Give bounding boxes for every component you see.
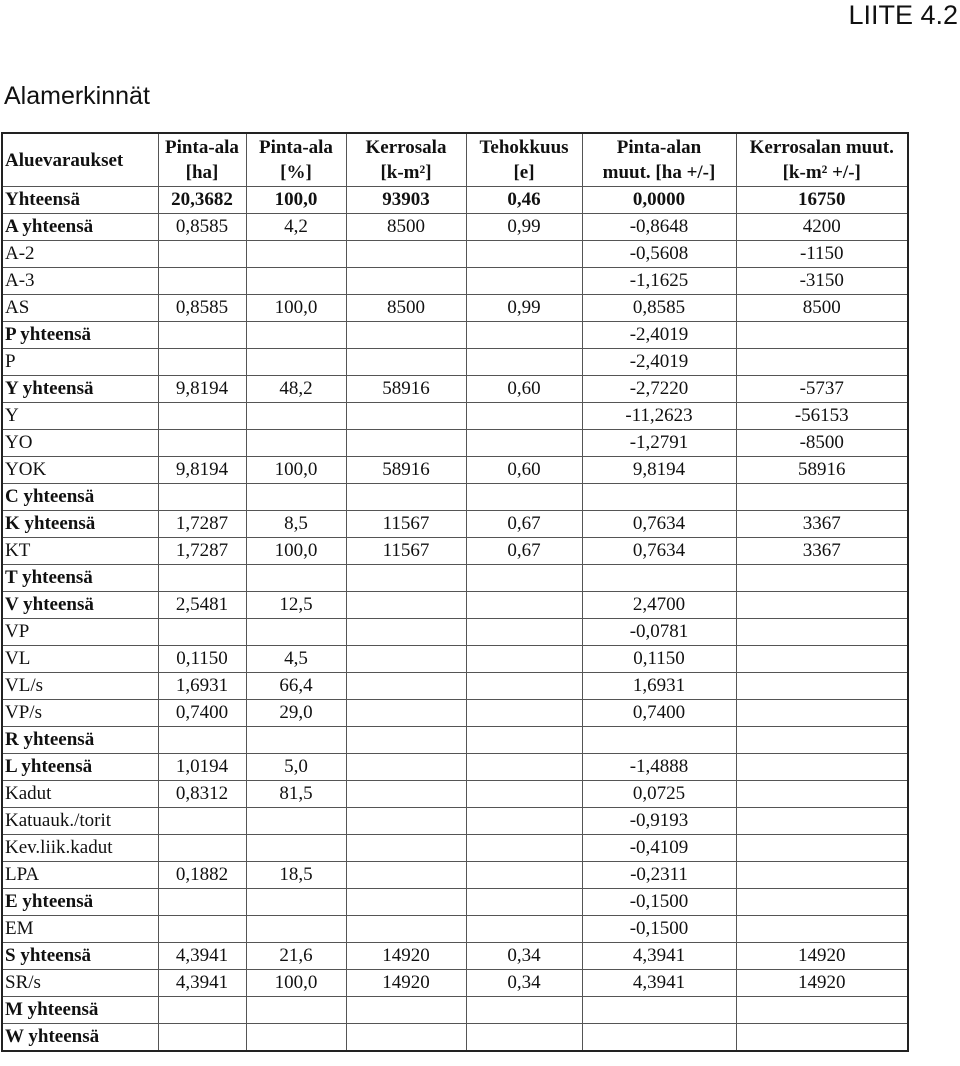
table-cell [736, 835, 908, 862]
appendix-label: LIITE 4.2 [848, 0, 958, 30]
table-cell [466, 889, 582, 916]
table-cell: 0,34 [466, 970, 582, 997]
table-cell [346, 727, 466, 754]
table-cell [346, 403, 466, 430]
table-cell: 0,0725 [582, 781, 736, 808]
table-cell: 1,7287 [158, 538, 246, 565]
table-cell: -0,9193 [582, 808, 736, 835]
table-cell [582, 1024, 736, 1052]
table-row [2, 214, 908, 241]
table-cell [466, 862, 582, 889]
row-label: M yhteensä [2, 997, 158, 1024]
column-header-line: Kerrosala [365, 137, 447, 158]
table-row [2, 241, 908, 268]
table-cell: 9,8194 [158, 376, 246, 403]
row-label: Kadut [2, 781, 158, 808]
table-row [2, 403, 908, 430]
table-cell: 100,0 [246, 970, 346, 997]
table-cell [466, 997, 582, 1024]
table-cell [246, 403, 346, 430]
table-cell: 0,99 [466, 295, 582, 322]
table-cell: 11567 [346, 511, 466, 538]
table-cell [736, 862, 908, 889]
table-cell: 0,67 [466, 538, 582, 565]
table-header [2, 133, 908, 187]
table-cell: 0,8585 [158, 295, 246, 322]
row-label: Kev.liik.kadut [2, 835, 158, 862]
table-cell [346, 808, 466, 835]
column-header [246, 133, 346, 187]
table-cell [246, 322, 346, 349]
table-cell: -0,8648 [582, 214, 736, 241]
table-row [2, 970, 908, 997]
column-header [346, 133, 466, 187]
table-cell [466, 646, 582, 673]
table-cell [466, 700, 582, 727]
column-header-line: Pinta-ala [259, 137, 333, 158]
table-cell [158, 241, 246, 268]
table-cell [466, 1024, 582, 1052]
table-cell [246, 268, 346, 295]
table-cell [346, 619, 466, 646]
table-cell [582, 484, 736, 511]
table-cell: -2,4019 [582, 349, 736, 376]
column-header [158, 133, 246, 187]
table-cell [158, 835, 246, 862]
table-cell [346, 781, 466, 808]
table-cell: 8500 [346, 214, 466, 241]
table-cell: -0,2311 [582, 862, 736, 889]
table-cell: 81,5 [246, 781, 346, 808]
table-cell [466, 727, 582, 754]
table-cell: 5,0 [246, 754, 346, 781]
table-row [2, 349, 908, 376]
table-cell: 0,8585 [158, 214, 246, 241]
table-cell [158, 349, 246, 376]
row-label: EM [2, 916, 158, 943]
table-cell: -0,4109 [582, 835, 736, 862]
table-row [2, 511, 908, 538]
table-cell [466, 268, 582, 295]
table-row [2, 700, 908, 727]
table-cell [246, 430, 346, 457]
table-row [2, 376, 908, 403]
table-cell [736, 484, 908, 511]
row-label: S yhteensä [2, 943, 158, 970]
table-cell [736, 727, 908, 754]
table-row [2, 1024, 908, 1052]
row-label: C yhteensä [2, 484, 158, 511]
table-cell [346, 646, 466, 673]
table-cell [246, 484, 346, 511]
table-cell [246, 997, 346, 1024]
table-cell [246, 1024, 346, 1052]
row-label: A-3 [2, 268, 158, 295]
table-cell: 21,6 [246, 943, 346, 970]
table-cell [466, 322, 582, 349]
table-cell: 12,5 [246, 592, 346, 619]
table-cell: -1,1625 [582, 268, 736, 295]
table-row [2, 187, 908, 214]
table-cell: 1,6931 [158, 673, 246, 700]
table-cell: -0,5608 [582, 241, 736, 268]
table-cell: 1,7287 [158, 511, 246, 538]
table-cell [346, 673, 466, 700]
table-cell [736, 646, 908, 673]
table-cell [736, 322, 908, 349]
table-cell [582, 727, 736, 754]
table-row [2, 808, 908, 835]
table-cell [346, 349, 466, 376]
table-row [2, 673, 908, 700]
table-cell [466, 403, 582, 430]
table-cell [346, 997, 466, 1024]
table-cell: 4,3941 [158, 943, 246, 970]
table-cell [466, 835, 582, 862]
table-cell: 100,0 [246, 457, 346, 484]
table-cell [466, 673, 582, 700]
table-row [2, 565, 908, 592]
table-row [2, 268, 908, 295]
table-cell [346, 916, 466, 943]
table-cell: 0,60 [466, 376, 582, 403]
table-cell: 58916 [346, 457, 466, 484]
table-row [2, 835, 908, 862]
table-cell: 93903 [346, 187, 466, 214]
column-header-line: [k-m² +/-] [782, 162, 861, 183]
table-cell [158, 484, 246, 511]
table-cell [466, 241, 582, 268]
table-cell [466, 619, 582, 646]
table-cell [158, 430, 246, 457]
table-cell: 0,8585 [582, 295, 736, 322]
column-header-line: Pinta-ala [165, 137, 239, 158]
table-cell [346, 1024, 466, 1052]
table-cell: -56153 [736, 403, 908, 430]
table-cell: 4,5 [246, 646, 346, 673]
table-cell [466, 565, 582, 592]
table-cell: 48,2 [246, 376, 346, 403]
table-cell [736, 916, 908, 943]
table-cell: -1150 [736, 241, 908, 268]
row-label: Y yhteensä [2, 376, 158, 403]
table-cell [158, 997, 246, 1024]
table-row [2, 943, 908, 970]
row-label: VP [2, 619, 158, 646]
table-cell: -2,4019 [582, 322, 736, 349]
table-cell: 100,0 [246, 187, 346, 214]
table-cell [736, 349, 908, 376]
table-cell [346, 241, 466, 268]
row-label: L yhteensä [2, 754, 158, 781]
table-cell: 58916 [736, 457, 908, 484]
table-cell [246, 565, 346, 592]
table-row [2, 295, 908, 322]
table-row [2, 646, 908, 673]
table-cell [346, 889, 466, 916]
table-cell: 16750 [736, 187, 908, 214]
table-cell: -1,4888 [582, 754, 736, 781]
table-cell: -11,2623 [582, 403, 736, 430]
table-cell [346, 484, 466, 511]
table-cell: 8,5 [246, 511, 346, 538]
table-cell: 0,1150 [158, 646, 246, 673]
table-row [2, 322, 908, 349]
header-row [2, 133, 908, 187]
table-cell: 4,3941 [582, 943, 736, 970]
table-cell [736, 619, 908, 646]
table-cell: 0,7400 [582, 700, 736, 727]
table-cell [466, 916, 582, 943]
row-label: YO [2, 430, 158, 457]
table-cell: -1,2791 [582, 430, 736, 457]
table-cell: 0,7400 [158, 700, 246, 727]
table-cell: -2,7220 [582, 376, 736, 403]
row-label: T yhteensä [2, 565, 158, 592]
table-cell: 14920 [736, 943, 908, 970]
table-cell [246, 916, 346, 943]
table-cell [346, 835, 466, 862]
table-cell [346, 700, 466, 727]
table-cell: 4200 [736, 214, 908, 241]
table-cell [158, 1024, 246, 1052]
table-row [2, 457, 908, 484]
row-label: LPA [2, 862, 158, 889]
table-cell: 18,5 [246, 862, 346, 889]
table-cell [736, 700, 908, 727]
column-header-line: [k-m²] [380, 162, 432, 183]
table-cell [158, 322, 246, 349]
table-cell: 100,0 [246, 538, 346, 565]
table-cell: 58916 [346, 376, 466, 403]
table-cell: 8500 [346, 295, 466, 322]
table-row [2, 997, 908, 1024]
table-cell: 14920 [346, 943, 466, 970]
table-cell [158, 403, 246, 430]
table-cell [246, 727, 346, 754]
row-label: Y [2, 403, 158, 430]
table-cell: -0,1500 [582, 916, 736, 943]
column-header-line: [ha] [185, 162, 219, 183]
row-label: V yhteensä [2, 592, 158, 619]
table-cell [346, 430, 466, 457]
table-cell [736, 592, 908, 619]
table-cell: 0,60 [466, 457, 582, 484]
row-label: SR/s [2, 970, 158, 997]
table-row [2, 538, 908, 565]
table-cell: 4,3941 [158, 970, 246, 997]
table-cell [466, 808, 582, 835]
table-cell [246, 808, 346, 835]
table-cell [346, 322, 466, 349]
row-label: A yhteensä [2, 214, 158, 241]
table-cell [736, 808, 908, 835]
table-cell [246, 349, 346, 376]
table-cell: 9,8194 [582, 457, 736, 484]
row-label: VL/s [2, 673, 158, 700]
table-cell: 3367 [736, 538, 908, 565]
table-cell: 0,8312 [158, 781, 246, 808]
table-cell [346, 592, 466, 619]
table-cell [736, 673, 908, 700]
table-cell: 100,0 [246, 295, 346, 322]
row-label: VL [2, 646, 158, 673]
table-cell [158, 889, 246, 916]
table-cell: 29,0 [246, 700, 346, 727]
row-label: Katuauk./torit [2, 808, 158, 835]
section-title: Alamerkinnät [4, 82, 150, 110]
table-cell: 0,99 [466, 214, 582, 241]
table-cell [346, 754, 466, 781]
table-cell: 1,6931 [582, 673, 736, 700]
row-label: A-2 [2, 241, 158, 268]
table-cell: 0,67 [466, 511, 582, 538]
table-row [2, 727, 908, 754]
column-header [466, 133, 582, 187]
table-cell [158, 808, 246, 835]
row-label: AS [2, 295, 158, 322]
table-cell: 20,3682 [158, 187, 246, 214]
table-cell: -5737 [736, 376, 908, 403]
table-cell: -8500 [736, 430, 908, 457]
table-cell: 9,8194 [158, 457, 246, 484]
column-header [2, 133, 158, 187]
table-cell: 4,2 [246, 214, 346, 241]
table-cell: 0,7634 [582, 511, 736, 538]
column-header-line: [%] [280, 162, 312, 183]
table-cell [466, 484, 582, 511]
table-cell [736, 1024, 908, 1052]
table-body [2, 187, 908, 1052]
table-cell: 2,5481 [158, 592, 246, 619]
table-row [2, 916, 908, 943]
column-header-line: Kerrosalan muut. [749, 137, 894, 158]
table-cell [582, 565, 736, 592]
row-label: VP/s [2, 700, 158, 727]
table-cell: 14920 [736, 970, 908, 997]
table-cell [346, 862, 466, 889]
table-cell [736, 781, 908, 808]
table-cell: 0,7634 [582, 538, 736, 565]
table-cell [246, 889, 346, 916]
table-cell [158, 727, 246, 754]
table-row [2, 754, 908, 781]
table-cell [158, 619, 246, 646]
table-row [2, 430, 908, 457]
table-cell: 0,34 [466, 943, 582, 970]
column-header [582, 133, 736, 187]
row-label: K yhteensä [2, 511, 158, 538]
table-cell [246, 835, 346, 862]
table-cell [158, 565, 246, 592]
table-cell [158, 268, 246, 295]
table-cell [346, 268, 466, 295]
table-cell: -3150 [736, 268, 908, 295]
row-label: YOK [2, 457, 158, 484]
table-cell [246, 619, 346, 646]
table-cell [736, 565, 908, 592]
table-cell [466, 781, 582, 808]
table-row [2, 619, 908, 646]
table-cell: 0,1882 [158, 862, 246, 889]
table-cell: -0,0781 [582, 619, 736, 646]
table-cell [158, 916, 246, 943]
table-cell: 0,46 [466, 187, 582, 214]
table-cell [246, 241, 346, 268]
table-cell [466, 592, 582, 619]
table-cell [466, 430, 582, 457]
row-label: KT [2, 538, 158, 565]
table-cell: 11567 [346, 538, 466, 565]
table-cell: 4,3941 [582, 970, 736, 997]
row-label: R yhteensä [2, 727, 158, 754]
table-cell [466, 349, 582, 376]
row-label: W yhteensä [2, 1024, 158, 1052]
table-cell [736, 997, 908, 1024]
table-row [2, 862, 908, 889]
table-cell: 0,1150 [582, 646, 736, 673]
row-label: P yhteensä [2, 322, 158, 349]
table-cell: 2,4700 [582, 592, 736, 619]
column-header [736, 133, 908, 187]
row-label: P [2, 349, 158, 376]
column-header-line: Aluevaraukset [5, 149, 124, 171]
table-cell: 3367 [736, 511, 908, 538]
row-label: E yhteensä [2, 889, 158, 916]
table-row [2, 592, 908, 619]
table-cell [466, 754, 582, 781]
table-cell: 14920 [346, 970, 466, 997]
table-cell [582, 997, 736, 1024]
table-cell [346, 565, 466, 592]
table-cell [736, 889, 908, 916]
table-cell: 66,4 [246, 673, 346, 700]
column-header-line: Pinta-alan [616, 137, 702, 158]
table-cell [736, 754, 908, 781]
table-cell: 0,0000 [582, 187, 736, 214]
row-label: Yhteensä [2, 187, 158, 214]
column-header-line: Tehokkuus [479, 137, 569, 158]
table-cell: 8500 [736, 295, 908, 322]
table-row [2, 484, 908, 511]
column-header-line: muut. [ha +/-] [602, 162, 716, 183]
table-row [2, 781, 908, 808]
column-header-line: [e] [513, 162, 535, 183]
land-use-table [1, 132, 909, 1052]
table-cell: 1,0194 [158, 754, 246, 781]
table-cell: -0,1500 [582, 889, 736, 916]
table-row [2, 889, 908, 916]
